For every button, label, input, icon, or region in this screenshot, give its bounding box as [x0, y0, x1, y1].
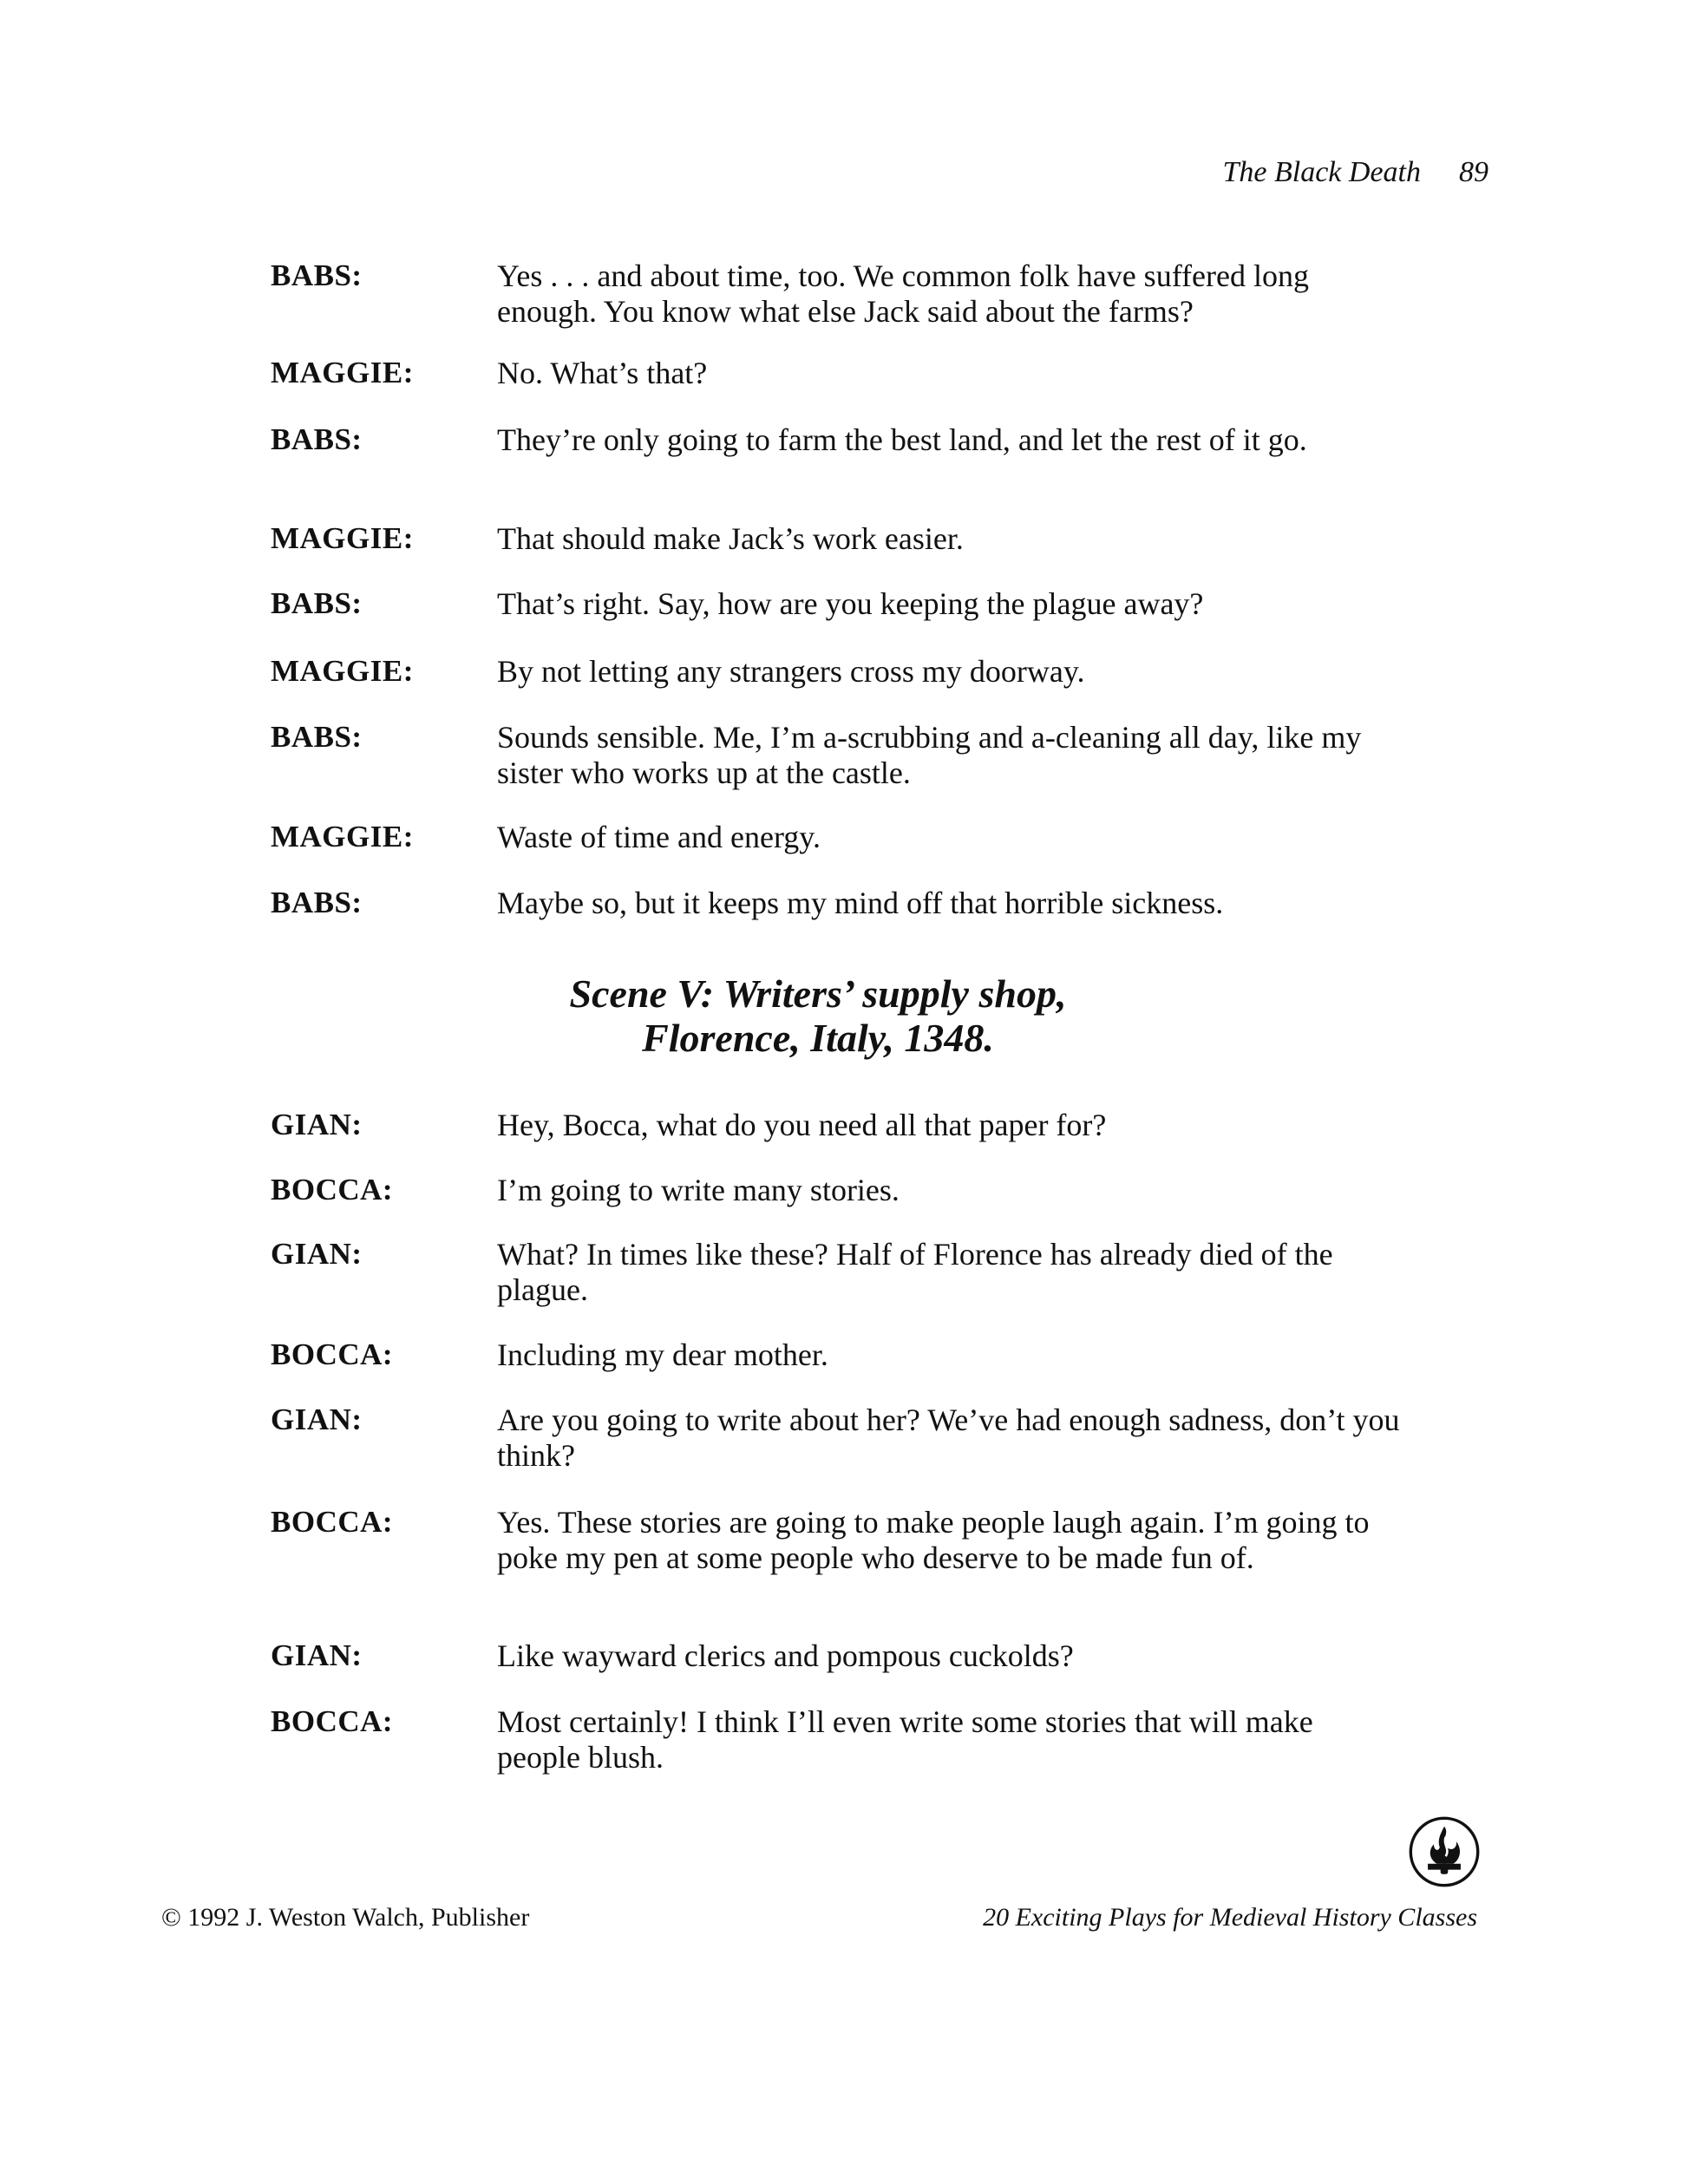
speaker-name: BOCCA:: [271, 1505, 394, 1539]
speaker-name: MAGGIE:: [271, 654, 414, 688]
speech-text: Most certainly! I think I’ll even write some stories that will make people blush.: [497, 1704, 1313, 1775]
speech-text: What? In times like these? Half of Florence has already died of the plague.: [497, 1237, 1333, 1307]
scene-heading: [0, 971, 1688, 1060]
speaker-name: MAGGIE:: [271, 356, 414, 389]
scene-heading-line1: Scene V: Writers’ supply shop,: [569, 971, 1067, 1016]
speaker-name: MAGGIE:: [271, 820, 414, 853]
copyright-notice: © 1992 J. Weston Walch, Publisher: [161, 1903, 530, 1932]
speaker-name: MAGGIE:: [271, 521, 414, 555]
speech-text: Waste of time and energy.: [497, 820, 821, 854]
speaker-name: BABS:: [271, 720, 363, 754]
speaker-name: BABS:: [271, 586, 363, 620]
speaker-name: BOCCA:: [271, 1337, 394, 1371]
speech-text: They’re only going to farm the best land, and let the rest of it go.: [497, 422, 1307, 457]
speech-text: Yes . . . and about time, too. We common folk have suffered long enough. You know what else Jack said about the farms?: [497, 258, 1309, 329]
speech-text: That’s right. Say, how are you keeping the plague away?: [497, 586, 1204, 621]
speech-text: Hey, Bocca, what do you need all that paper for?: [497, 1108, 1107, 1142]
speaker-name: BOCCA:: [271, 1704, 394, 1738]
speech-text: That should make Jack’s work easier.: [497, 521, 964, 556]
speech-text: Are you going to write about her? We’ve had enough sadness, don’t you think?: [497, 1403, 1400, 1473]
running-head-title: The Black Death: [1222, 156, 1421, 188]
speech-text: By not letting any strangers cross my doorway.: [497, 654, 1085, 689]
speech-text: Sounds sensible. Me, I’m a-scrubbing and a-cleaning all day, like my sister who works up at the castle.: [497, 720, 1362, 790]
speech-text: Including my dear mother.: [497, 1337, 828, 1372]
speaker-name: GIAN:: [271, 1638, 363, 1672]
speaker-name: GIAN:: [271, 1237, 363, 1271]
flame-in-circle-icon: [1407, 1815, 1482, 1889]
speaker-name: BABS:: [271, 422, 363, 456]
speaker-name: GIAN:: [271, 1108, 363, 1141]
scene-heading-line2: Florence, Italy, 1348.: [642, 1016, 994, 1060]
speaker-name: BABS:: [271, 886, 363, 919]
speech-text: I’m going to write many stories.: [497, 1173, 900, 1207]
book-title: 20 Exciting Plays for Medieval History Classes: [983, 1903, 1477, 1932]
page-number: 89: [1459, 156, 1488, 188]
speaker-name: BABS:: [271, 258, 363, 292]
speaker-name: GIAN:: [271, 1403, 363, 1436]
speech-text: Like wayward clerics and pompous cuckolds?: [497, 1638, 1074, 1673]
running-head: [1223, 156, 1489, 189]
speaker-name: BOCCA:: [271, 1173, 394, 1206]
speech-text: No. What’s that?: [497, 356, 708, 390]
speech-text: Yes. These stories are going to make people laugh again. I’m going to poke my pen at some people who deserve to be made fun of.: [497, 1505, 1370, 1575]
speech-text: Maybe so, but it keeps my mind off that horrible sickness.: [497, 886, 1224, 920]
